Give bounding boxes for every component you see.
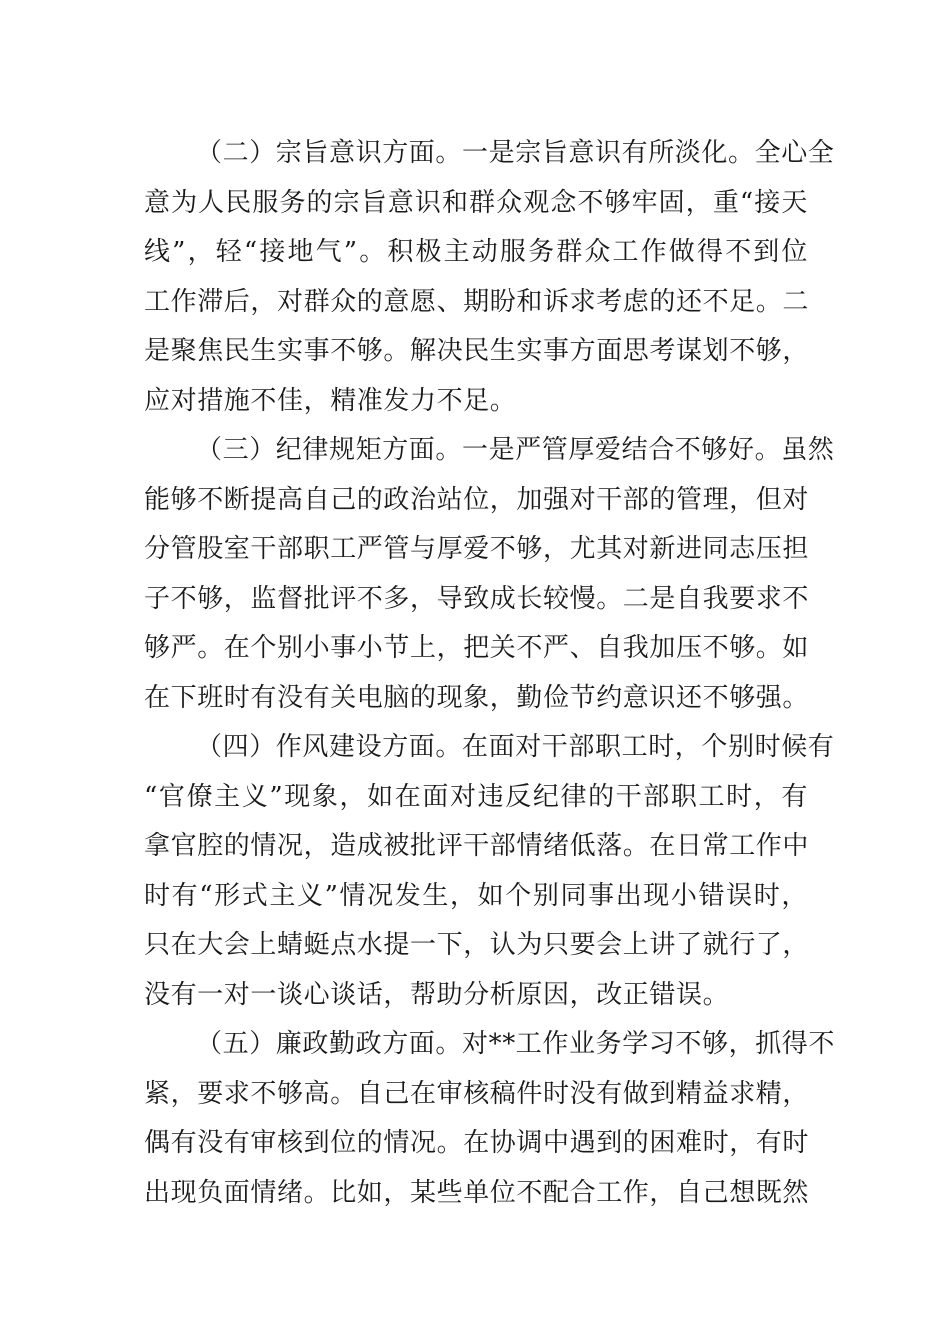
paragraph-integrity-diligence bbox=[144, 1020, 836, 1218]
paragraph-mission-awareness bbox=[144, 129, 835, 426]
text-line: （四）作风建设方面。在面对干部职工时，个别时候有 bbox=[196, 732, 835, 762]
text-line: 够严。在个别小事小节上，把关不严、自我加压不够。如 bbox=[144, 633, 810, 663]
text-line: 只在大会上蜻蜓点水提一下，认为只要会上讲了就行了， bbox=[144, 930, 810, 960]
text-line: 应对措施不佳，精准发力不足。 bbox=[144, 385, 517, 416]
text-line: 出现负面情绪。比如，某些单位不配合工作，自己想既然 bbox=[144, 1177, 810, 1208]
text-line: 偶有没有审核到位的情况。在协调中遇到的困难时，有时 bbox=[144, 1128, 810, 1158]
text-line: （二）宗旨意识方面。一是宗旨意识有所淡化。全心全 bbox=[196, 138, 835, 168]
text-line: 意为人民服务的宗旨意识和群众观念不够牢固，重“接天 bbox=[144, 187, 808, 218]
document-body bbox=[144, 129, 836, 1218]
text-line: 紧，要求不够高。自己在审核稿件时没有做到精益求精， bbox=[144, 1078, 810, 1109]
text-line: 线”，轻“接地气”。积极主动服务群众工作做得不到位 bbox=[144, 237, 808, 267]
text-line: 时有“形式主义”情况发生，如个别同事出现小错误时， bbox=[144, 880, 808, 911]
text-line: （三）纪律规矩方面。一是严管厚爱结合不够好。虽然 bbox=[196, 435, 835, 465]
text-line: 没有一对一谈心谈话，帮助分析原因，改正错误。 bbox=[144, 979, 730, 1010]
text-line: 分管股室干部职工严管与厚爱不够，尤其对新进同志压担 bbox=[144, 534, 810, 564]
text-line: 子不够，监督批评不多，导致成长较慢。二是自我要求不 bbox=[144, 583, 810, 614]
text-line: （五）廉政勤政方面。对**工作业务学习不够，抓得不 bbox=[196, 1029, 836, 1059]
text-line: 是聚焦民生实事不够。解决民生实事方面思考谋划不够， bbox=[144, 336, 810, 366]
text-line: 能够不断提高自己的政治站位，加强对干部的管理，但对 bbox=[144, 484, 810, 515]
text-line: 拿官腔的情况，造成被批评干部情绪低落。在日常工作中 bbox=[144, 831, 810, 861]
text-line: 工作滞后，对群众的意愿、期盼和诉求考虑的还不足。二 bbox=[144, 286, 810, 317]
paragraph-work-style bbox=[144, 723, 835, 1020]
text-line: “官僚主义”现象，如在面对违反纪律的干部职工时，有 bbox=[144, 781, 808, 812]
paragraph-discipline-rules bbox=[144, 426, 835, 723]
text-line: 在下班时有没有关电脑的现象，勤俭节约意识还不够强。 bbox=[144, 682, 810, 713]
